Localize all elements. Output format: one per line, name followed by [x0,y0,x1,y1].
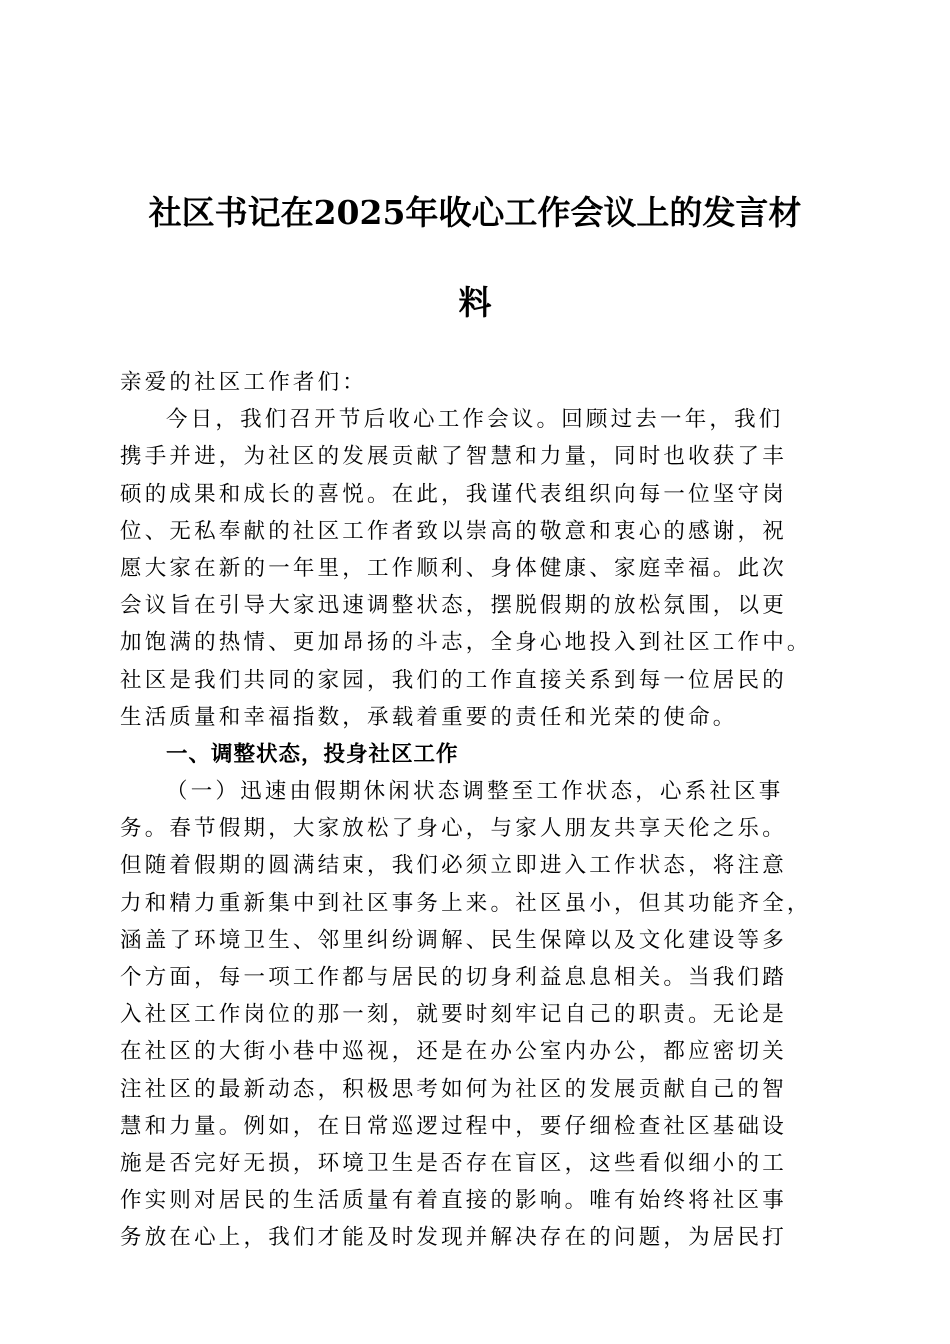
paragraph-line: 力和精力重新集中到社区事务上来。社区虽小，但其功能齐全， [120,890,812,916]
paragraph-line: （一）迅速由假期休闲状态调整至工作状态，心系社区事 [166,779,784,805]
paragraph-line: 位、无私奉献的社区工作者致以崇高的敬意和衷心的感谢，祝 [120,518,787,544]
title-line-1: 社区书记在2025年收心工作会议上的发言材 [148,193,802,232]
paragraph-line: 慧和力量。例如，在日常巡逻过程中，要仔细检查社区基础设 [120,1113,787,1139]
paragraph-line: 社区是我们共同的家园，我们的工作直接关系到每一位居民的 [120,667,787,693]
document-title [110,168,840,348]
paragraph-line: 涵盖了环境卫生、邻里纠纷调解、民生保障以及文化建设等多 [120,927,787,953]
paragraph-line: 携手并进，为社区的发展贡献了智慧和力量，同时也收获了丰 [120,444,787,470]
paragraph-section-1 [120,773,842,1256]
paragraph-line: 在社区的大街小巷中巡视，还是在办公室内办公，都应密切关 [120,1039,787,1065]
salutation: 亲爱的社区工作者们： [120,370,368,395]
paragraph-intro [120,401,842,736]
document-body [120,364,842,1257]
paragraph-line: 作实则对居民的生活质量有着直接的影响。唯有始终将社区事 [120,1188,787,1214]
paragraph-line: 注社区的最新动态，积极思考如何为社区的发展贡献自己的智 [120,1076,787,1102]
paragraph-line: 今日，我们召开节后收心工作会议。回顾过去一年，我们 [166,407,784,433]
paragraph-line: 愿大家在新的一年里，工作顺利、身体健康、家庭幸福。此次 [120,555,787,581]
paragraph-line: 但随着假期的圆满结束，我们必须立即进入工作状态，将注意 [120,853,787,879]
paragraph-line: 生活质量和幸福指数，承载着重要的责任和光荣的使命。 [120,704,738,730]
paragraph-line: 会议旨在引导大家迅速调整状态，摆脱假期的放松氛围，以更 [120,593,787,619]
paragraph-line: 务。春节假期，大家放松了身心，与家人朋友共享天伦之乐。 [120,816,787,842]
paragraph-line: 硕的成果和成长的喜悦。在此，我谨代表组织向每一位坚守岗 [120,481,787,507]
paragraph-line: 入社区工作岗位的那一刻，就要时刻牢记自己的职责。无论是 [120,1002,787,1028]
title-line-2: 料 [458,283,492,322]
paragraph-line: 加饱满的热情、更加昂扬的斗志，全身心地投入到社区工作中。 [120,630,812,656]
paragraph-line: 务放在心上，我们才能及时发现并解决存在的问题，为居民打 [120,1225,787,1251]
section-heading: 一、调整状态，投身社区工作 [166,741,459,767]
paragraph-line: 施是否完好无损，环境卫生是否存在盲区，这些看似细小的工 [120,1150,787,1176]
paragraph-line: 个方面，每一项工作都与居民的切身利益息息相关。当我们踏 [120,965,787,990]
